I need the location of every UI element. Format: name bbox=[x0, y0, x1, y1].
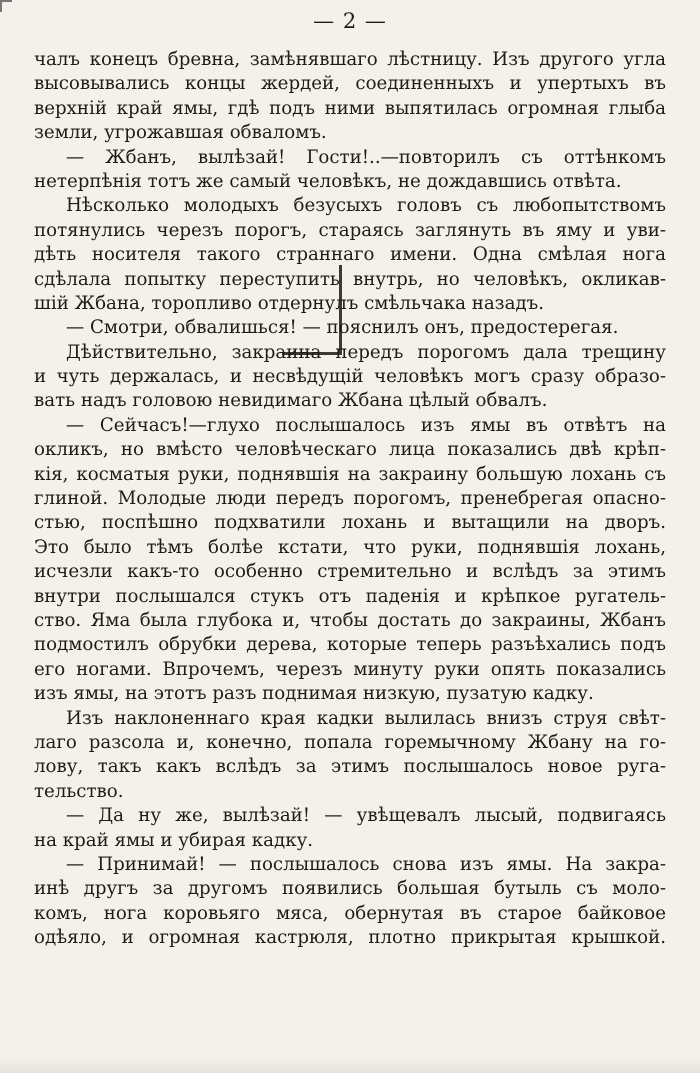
text-line: Нѣсколько молодыхъ безусыхъ головъ съ любопытствомъ bbox=[66, 195, 666, 217]
stamp-mark bbox=[282, 265, 342, 355]
text-line: вать надъ головою невидимаго Жбана цѣлый обвалъ. bbox=[34, 390, 548, 412]
text-line: шій Жбана, торопливо отдернулъ смѣльчака назадъ. bbox=[34, 292, 544, 314]
text-line: изъ ямы, на этотъ разъ поднимая низкую, пузатую кадку. bbox=[34, 683, 594, 705]
text-line: глиной. Молодые люди передъ порогомъ, пренебрегая опасно- bbox=[34, 488, 666, 510]
text-line: лову, такъ какъ вслѣдъ за этимъ послышалось новое руга- bbox=[34, 756, 666, 778]
text-line: подмостилъ обрубки дерева, которые теперь разъѣхались подъ bbox=[34, 634, 666, 656]
text-line: окликъ, но вмѣсто человѣческаго лица показались двѣ крѣп- bbox=[34, 439, 666, 461]
text-line: чалъ конецъ бревна, замѣнявшаго лѣстницу. Изъ другого угла bbox=[34, 49, 666, 70]
text-line: нетерпѣнія тотъ же самый человѣкъ, не дождавшись отвѣта. bbox=[34, 170, 622, 192]
text-line: стью, поспѣшно подхватили лохань и вытащили на дворъ. bbox=[34, 512, 666, 534]
text-line: земли, угрожавшая обваломъ. bbox=[34, 122, 327, 144]
text-line: ство. Яма была глубока и, чтобы достать до закраины, Жбанъ bbox=[34, 609, 666, 631]
text-line: на край ямы и убирая кадку. bbox=[34, 829, 314, 851]
text-line: высовывались концы жердей, соединенныхъ и упертыхъ въ bbox=[34, 73, 666, 95]
text-line: исчезли какъ-то особенно стремительно и вслѣдъ за этимъ bbox=[34, 561, 666, 583]
text-line: инѣ другъ за другомъ появились большая бутыль съ моло- bbox=[34, 878, 666, 900]
text-line: — Принимай! — послышалось снова изъ ямы. На закра- bbox=[66, 853, 666, 875]
scan-corner-mark bbox=[0, 0, 12, 12]
text-line: кія, косматыя руки, поднявшія на закраину большую лохань съ bbox=[34, 463, 666, 485]
text-line: и чуть держалась, и несвѣдущій человѣкъ могъ сразу образо- bbox=[34, 366, 666, 388]
page-bottom-edge bbox=[0, 1057, 700, 1073]
text-line: потянулись черезъ порогъ, стараясь заглянуть въ яму и уви- bbox=[34, 219, 666, 241]
text-line: его ногами. Впрочемъ, черезъ минуту руки опять показались bbox=[34, 658, 666, 680]
text-line: одѣяло, и огромная кастрюля, плотно прикрытая крышкой. bbox=[34, 927, 666, 949]
text-line: лаго разсола и, конечно, попала горемычному Жбану на го- bbox=[34, 731, 666, 753]
text-line: — Смотри, обвалишься! — пояснилъ онъ, предостерегая. bbox=[66, 317, 619, 339]
text-body bbox=[34, 48, 666, 950]
text-line: дѣть носителя такого страннаго имени. Одна смѣлая нога bbox=[34, 244, 666, 266]
text-line: — Да ну же, вылѣзай! — увѣщевалъ лысый, подвигаясь bbox=[66, 805, 666, 827]
text-line: сдѣлала попытку переступить внутрь, но человѣкъ, окликав- bbox=[34, 268, 666, 290]
text-line: тельство. bbox=[34, 780, 124, 802]
text-line: Изъ наклоненнаго края кадки вылилась внизъ струя свѣт- bbox=[66, 707, 666, 729]
text-line: комъ, нога коровьяго мяса, обернутая въ старое байковое bbox=[34, 902, 666, 924]
page-number: — 2 — bbox=[313, 9, 387, 33]
text-line: внутри послышался стукъ отъ паденія и крѣпкое ругатель- bbox=[34, 585, 666, 607]
text-line: — Жбанъ, вылѣзай! Гости!..—повторилъ съ оттѣнкомъ bbox=[66, 146, 666, 168]
text-line: верхній край ямы, гдѣ подъ ними выпятилась огромная глыба bbox=[34, 97, 666, 119]
text-line: — Сейчасъ!—глухо послышалось изъ ямы въ отвѣтъ на bbox=[66, 414, 666, 436]
text-line: Дѣйствительно, закраина передъ порогомъ дала трещину bbox=[66, 341, 666, 363]
text-line: Это было тѣмъ болѣе кстати, что руки, поднявшія лохань, bbox=[34, 536, 666, 558]
